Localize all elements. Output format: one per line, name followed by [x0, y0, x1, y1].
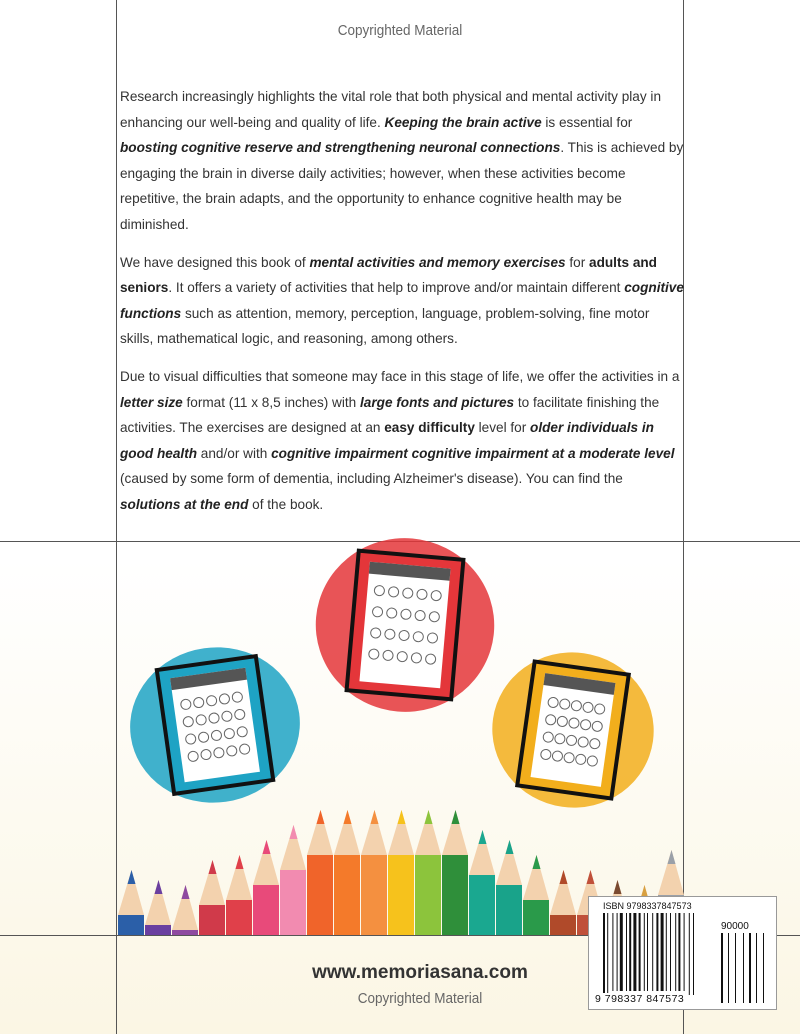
text-segment: and/or with [197, 445, 272, 461]
bar [612, 913, 613, 991]
emphasis-text: boosting cognitive reserve and strengthening neuronal connections [120, 140, 561, 156]
pencil-tip [506, 840, 514, 854]
bar [670, 913, 671, 991]
pencil-body [334, 855, 360, 935]
bar [675, 913, 676, 991]
addon-bar [735, 933, 736, 1003]
pencil-body [361, 855, 387, 935]
text-segment: of the book. [248, 496, 324, 512]
pencil-tip [371, 810, 379, 824]
pencil-tip [452, 810, 460, 824]
emphasis-text: adults and seniors [120, 254, 657, 296]
bar [678, 913, 680, 991]
bar [656, 913, 658, 991]
addon-bar [743, 933, 744, 1003]
emphasis-text: cognitive impairment cognitive impairment at a moderate level [271, 445, 675, 461]
pencil-tip [263, 840, 271, 854]
addon-bar [728, 933, 729, 1003]
pencil-tip [668, 850, 676, 864]
pencil-body [469, 875, 495, 935]
bar [647, 913, 648, 991]
website-url[interactable]: www.memoriasana.com [312, 962, 528, 983]
bar [629, 913, 631, 991]
text-segment: . It offers a variety of activities that help to improve and/or maintain different [168, 280, 625, 296]
text-segment: Research increasingly highlights the vital role that both physical and mental activity play in enhancing our well-being and quality of life. [120, 89, 662, 130]
emphasis-text: large fonts and pictures [360, 394, 515, 410]
text-segment: We have designed this book of [120, 254, 310, 270]
pencil-tip [344, 810, 352, 824]
pencil-tip [614, 880, 622, 894]
text-segment: . This is achieved by engaging the brain in diverse daily activities; however, when these activities become repetitive, the brain adapts, and the opportunity to enhance cognitive health may be diminished. [120, 140, 684, 232]
bar [689, 913, 690, 995]
isbn-label: ISBN 9798337847573 [603, 901, 692, 911]
text-segment: is essential for [541, 114, 633, 130]
bar [644, 913, 645, 991]
addon-bar [756, 933, 757, 1003]
bar [633, 913, 636, 991]
text-segment: Due to visual difficulties that someone may face in this stage of life, we offer the activities in a [120, 368, 680, 384]
bar [661, 913, 664, 991]
pencil-tip [182, 885, 190, 899]
pencil-body [307, 855, 333, 935]
emphasis-text: easy difficulty [384, 420, 475, 436]
pencil-tip [398, 810, 406, 824]
pencil-body [145, 925, 171, 935]
bar [620, 913, 623, 991]
pencil-tip [236, 855, 244, 869]
worksheet-page [359, 562, 450, 689]
pencil-body [550, 915, 576, 935]
copyright-footer: Copyrighted Material [357, 990, 483, 1007]
copyright-header: Copyrighted Material [337, 22, 463, 39]
text-segment: such as attention, memory, perception, language, problem-solving, fine motor skills, mathematical logic, and reasoning, among others. [120, 305, 650, 347]
red-card [309, 531, 502, 719]
emphasis-text: older individuals in good health [120, 420, 654, 461]
pencil-tip [533, 855, 541, 869]
emphasis-text: letter size [120, 394, 183, 410]
addon-bar [721, 933, 723, 1003]
pencil-tip [290, 825, 298, 839]
emphasis-text: cognitive functions [120, 280, 684, 321]
text-segment: for [565, 254, 590, 270]
pencil-body [496, 885, 522, 935]
text-segment: to facilitate finishing the activities. The exercises are designed at an [120, 394, 660, 436]
bar [617, 913, 618, 991]
pencil-body [199, 905, 225, 935]
emphasis-text: Keeping the brain active [384, 114, 542, 130]
pencil-tip [128, 870, 136, 884]
pencil-body [280, 870, 306, 935]
pencil-tip [560, 870, 568, 884]
barcode-digits: 9 798337 847573 [595, 993, 685, 1005]
pencil-body [388, 855, 414, 935]
pencil-tip [425, 810, 433, 824]
bar [639, 913, 641, 991]
bar [652, 913, 653, 991]
pencil-tip [587, 870, 595, 884]
bar [693, 913, 694, 995]
pencil-body [253, 885, 279, 935]
bar [603, 913, 605, 995]
pencil-tip [209, 860, 217, 874]
text-segment: level for [474, 420, 531, 436]
isbn-barcode [588, 896, 777, 1010]
pencil-body [118, 915, 144, 935]
bar [666, 913, 667, 991]
bar [607, 913, 608, 995]
pencil-tip [155, 880, 163, 894]
emphasis-text: solutions at the end [120, 496, 249, 512]
pencil-tip [479, 830, 487, 844]
text-segment: format (11 x 8,5 inches) with [182, 394, 361, 410]
pencil-body [442, 855, 468, 935]
pencil-body [415, 855, 441, 935]
bar [626, 913, 627, 991]
addon-bar [749, 933, 751, 1003]
emphasis-text: mental activities and memory exercises [309, 254, 566, 270]
bar [684, 913, 685, 991]
addon-bar [763, 933, 764, 1003]
yellow-card [482, 642, 664, 818]
price-addon: 90000 [721, 921, 749, 932]
pencil-body [523, 900, 549, 935]
blue-card [120, 636, 310, 813]
text-segment: (caused by some form of dementia, including Alzheimer's disease). You can find the [120, 471, 623, 487]
pencil-body [226, 900, 252, 935]
pencil-tip [317, 810, 325, 824]
